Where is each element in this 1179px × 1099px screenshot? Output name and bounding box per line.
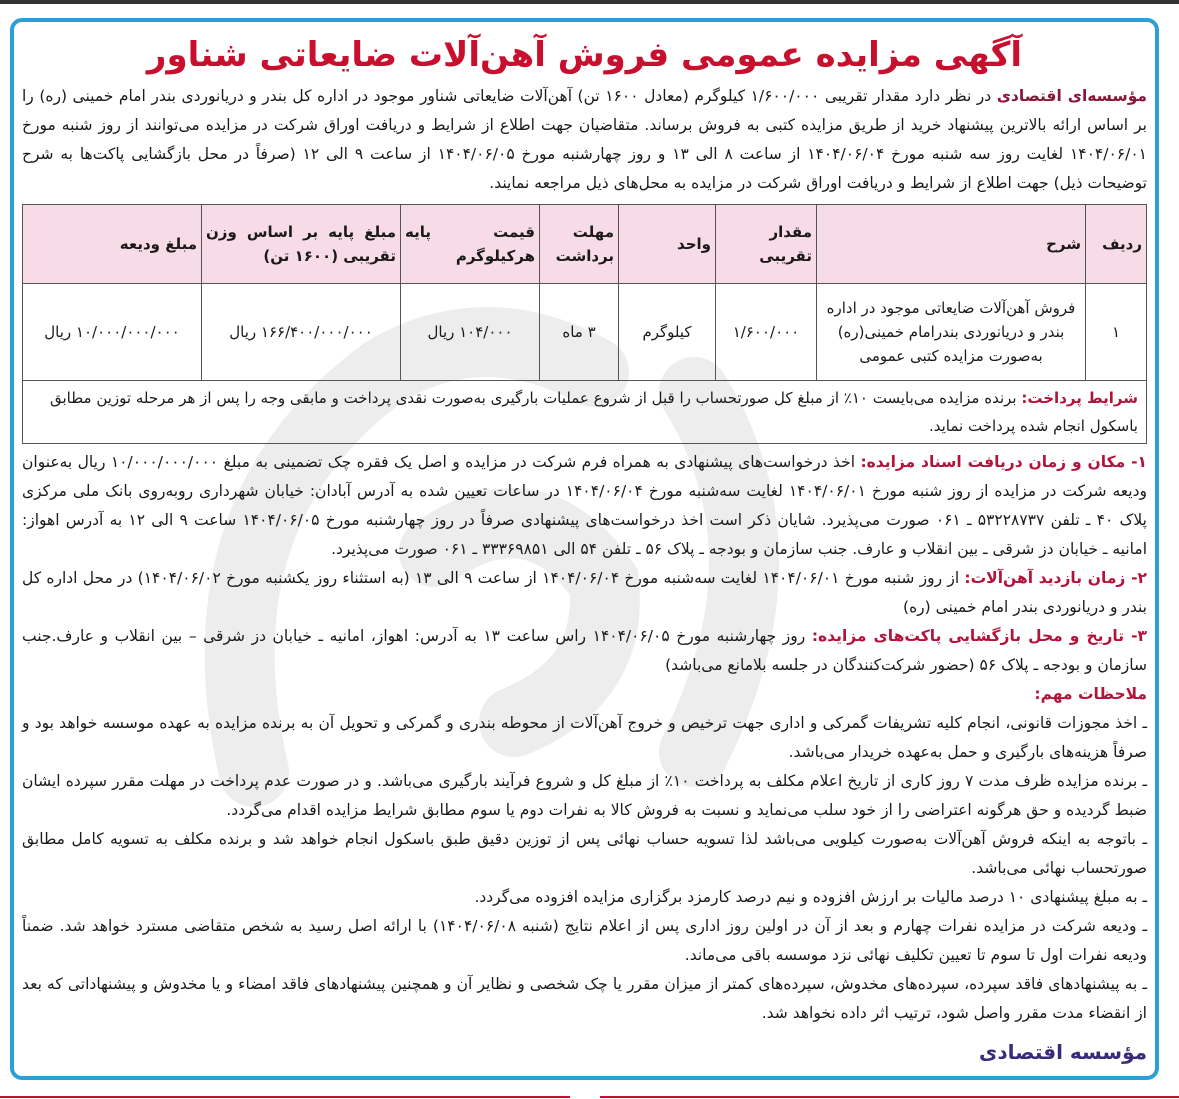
section-documents: [22, 448, 1147, 564]
payment-terms-label: شرایط پرداخت:: [1021, 389, 1138, 407]
header-deadline: مهلت برداشت: [540, 205, 619, 284]
cell-base-total: ۱۶۶/۴۰۰/۰۰۰/۰۰۰ ریال: [202, 284, 401, 381]
page-title: آگهی مزایده عمومی فروش آهن‌آلات ضایعاتی شناور: [146, 35, 1023, 75]
section-label: ۱- مکان و زمان دریافت اسناد مزایده:: [860, 453, 1147, 471]
payment-terms-row: [23, 381, 1147, 444]
header-description: شرح: [817, 205, 1086, 284]
table-header-row: [23, 205, 1147, 284]
org-name: مؤسسه‌ای اقتصادی: [996, 87, 1148, 105]
section-text: از روز شنبه مورخ ۱۴۰۴/۰۶/۰۱ لغایت سه‌شنبه مورخ ۱۴۰۴/۰۶/۰۴ از ساعت ۹ الی ۱۳ (به استثناء روز یکشنبه مورخ ۱۴۰۴/۰۶/۰۲) در محل اداره کل بندر و دریانوردی بندر امام خمینی (ره): [22, 569, 1147, 616]
bottom-rule-left: [0, 1096, 570, 1098]
cell-unit: کیلوگرم: [619, 284, 716, 381]
note-item: ـ به پیشنهادهای فاقد سپرده، سپرده‌های مخدوش، سپرده‌های کمتر از میزان مقرر یا چک شخصی و نظایر آن و همچنین پیشنهادهای فاقد امضاء و یا مخدوش و پیشنهاداتی که بعد از انقضاء مدت مقرر واصل شود، ترتیب اثر داده نخواهد شد.: [22, 975, 1147, 1022]
note-item: ـ ودیعه شرکت در مزایده نفرات چهارم و بعد از آن در اولین روز اداری پس از اعلام نتایج (شنبه ۱۴۰۴/۰۶/۰۸) با ارائه اصل رسید به شخص متقاضی مسترد خواهد شد. ضمناً ودیعه نفرات اول تا سوم تا تعیین تکلیف نهائی نزد موسسه باقی می‌ماند.: [22, 917, 1148, 964]
header-base-total: مبلغ پایه بر اساس وزن تقریبی (۱۶۰۰ تن): [202, 205, 401, 284]
cell-deposit: ۱۰/۰۰۰/۰۰۰/۰۰۰ ریال: [23, 284, 202, 381]
cell-description: فروش آهن‌آلات ضایعاتی موجود در اداره بندر و دریانوردی بندرامام خمینی(ره) به‌صورت مزایده کتبی عمومی: [817, 284, 1086, 381]
payment-terms-text: برنده مزایده می‌بایست ۱۰٪ از مبلغ کل صورتحساب را قبل از شروع عملیات بارگیری به‌صورت نقدی پرداخت و مابقی وجه را پس از هر مرحله توزین مطابق باسکول انجام شده پرداخت نماید.: [49, 389, 1138, 435]
section-text: روز چهارشنبه مورخ ۱۴۰۴/۰۶/۰۵ راس ساعت ۱۳ به آدرس: اهواز، امانیه ـ خیابان دز شرقی – بین انقلاب و عارف.جنب سازمان و بودجه ـ پلاک ۵۶ (حضور شرکت‌کنندگان در جلسه بلامانع می‌باشد): [22, 627, 1147, 674]
payment-terms-cell: [23, 381, 1147, 444]
auction-table: [22, 204, 1147, 444]
table-row: [23, 284, 1147, 381]
top-rule: [0, 0, 1179, 4]
header-quantity: مقدار تقریبی: [716, 205, 817, 284]
header-deposit: مبلغ ودیعه: [23, 205, 202, 284]
ad-frame: [10, 18, 1159, 1080]
intro-paragraph: [22, 82, 1147, 198]
bottom-rule-right: [600, 1096, 1179, 1098]
section-visit: [22, 564, 1147, 622]
note-item: ـ اخذ مجوزات قانونی، انجام کلیه تشریفات گمرکی و اداری جهت ترخیص و خروج آهن‌آلات از محوطه بندری و گمرکی و تحویل آن به برنده مزایده به عهده موسسه خواهد بود و صرفاً هزینه‌های بارگیری و حمل به‌عهده خریدار می‌باشد.: [22, 714, 1147, 761]
signature: مؤسسه اقتصادی: [979, 1040, 1147, 1064]
cell-deadline: ۳ ماه: [540, 284, 619, 381]
section-text: اخذ درخواست‌های پیشنهادی به همراه فرم شرکت در مزایده و اصل یک فقره چک تضمینی به مبلغ ۱۰/۰۰۰/۰۰۰/۰۰۰ ریال به‌عنوان ودیعه شرکت در مزایده از روز شنبه مورخ ۱۴۰۴/۰۶/۰۱ لغایت سه‌شنبه مورخ ۱۴۰۴/۰۶/۰۴ در ساعات تعیین شده به آدرس آبادان: خیابان شهرداری روبه‌روی بانک ملی مرکزی پلاک ۴۰ ـ تلفن ۵۳۲۲۸۷۳۷ ـ ۰۶۱ صورت می‌پذیرد. شایان ذکر است اخذ درخواست‌های پیشنهادی صرفاً در روز چهارشنبه مورخ ۱۴۰۴/۰۶/۰۵ ساعت ۹ الی ۱۲ به آدرس اهواز: امانیه ـ خیابان دز شرقی ـ بین انقلاب و عارف. جنب سازمان و بودجه ـ پلاک ۵۶ ـ تلفن ۵۴ الی ۳۳۳۶۹۸۵۱ ـ ۰۶۱ صورت می‌پذیرد.: [22, 453, 1147, 558]
ad-content: [22, 28, 1147, 1072]
header-row-number: ردیف: [1086, 205, 1147, 284]
cell-quantity: ۱/۶۰۰/۰۰۰: [716, 284, 817, 381]
cell-base-price: ۱۰۴/۰۰۰ ریال: [401, 284, 540, 381]
note-item: ـ باتوجه به اینکه فروش آهن‌آلات به‌صورت کیلویی می‌باشد لذا تسویه حساب نهائی پس از توزین دقیق طبق باسکول انجام خواهد شد و برنده مکلف به تسویه کامل مطابق صورتحساب نهائی می‌باشد.: [22, 830, 1147, 877]
section-opening: [22, 622, 1147, 680]
notes-title: ملاحظات مهم:: [1034, 685, 1147, 703]
note-item: ـ به مبلغ پیشنهادی ۱۰ درصد مالیات بر ارزش افزوده و نیم درصد کارمزد برگزاری مزایده افزوده می‌گردد.: [474, 888, 1147, 906]
header-unit: واحد: [619, 205, 716, 284]
cell-row-number: ۱: [1086, 284, 1147, 381]
header-base-price: قیمت پایه هرکیلوگرم: [401, 205, 540, 284]
section-label: ۳- تاریخ و محل بازگشایی پاکت‌های مزایده:: [811, 627, 1147, 645]
section-label: ۲- زمان بازدید آهن‌آلات:: [964, 569, 1147, 587]
intro-text: در نظر دارد مقدار تقریبی ۱/۶۰۰/۰۰۰ کیلوگرم (معادل ۱۶۰۰ تن) آهن‌آلات ضایعاتی شناور موجود در اداره کل بندر و دریانوردی بندر امام خمینی (ره) را بر اساس ارائه بالاترین پیشنهاد خرید از طریق مزایده کتبی به فروش برساند. متقاضیان جهت اطلاع از شرایط و دریافت اوراق شرکت در مزایده می‌توانند از روز شنبه مورخ ۱۴۰۴/۰۶/۰۱ لغایت روز سه شنبه مورخ ۱۴۰۴/۰۶/۰۴ از ساعت ۸ الی ۱۳ و روز چهارشنبه مورخ ۱۴۰۴/۰۶/۰۵ از ساعت ۹ الی ۱۲ (صرفاً در محل بازگشایی پاکت‌ها به شرح توضیحات ذیل) جهت اطلاع از شرایط و دریافت اوراق شرکت در مزایده به محل‌های ذیل مراجعه نمایند.: [22, 87, 1147, 192]
note-item: ـ برنده مزایده ظرف مدت ۷ روز کاری از تاریخ اعلام مکلف به پرداخت ۱۰٪ از مبلغ کل و شروع فرآیند بارگیری می‌باشد. و در صورت عدم پرداخت در مهلت مقرر سپرده ایشان ضبط گردیده و حق هرگونه اعتراضی را از خود سلب می‌نماید و نسبت به فروش کالا به نفرات دوم یا سوم مطابق شرایط مزایده اقدام می‌گردد.: [22, 772, 1147, 819]
